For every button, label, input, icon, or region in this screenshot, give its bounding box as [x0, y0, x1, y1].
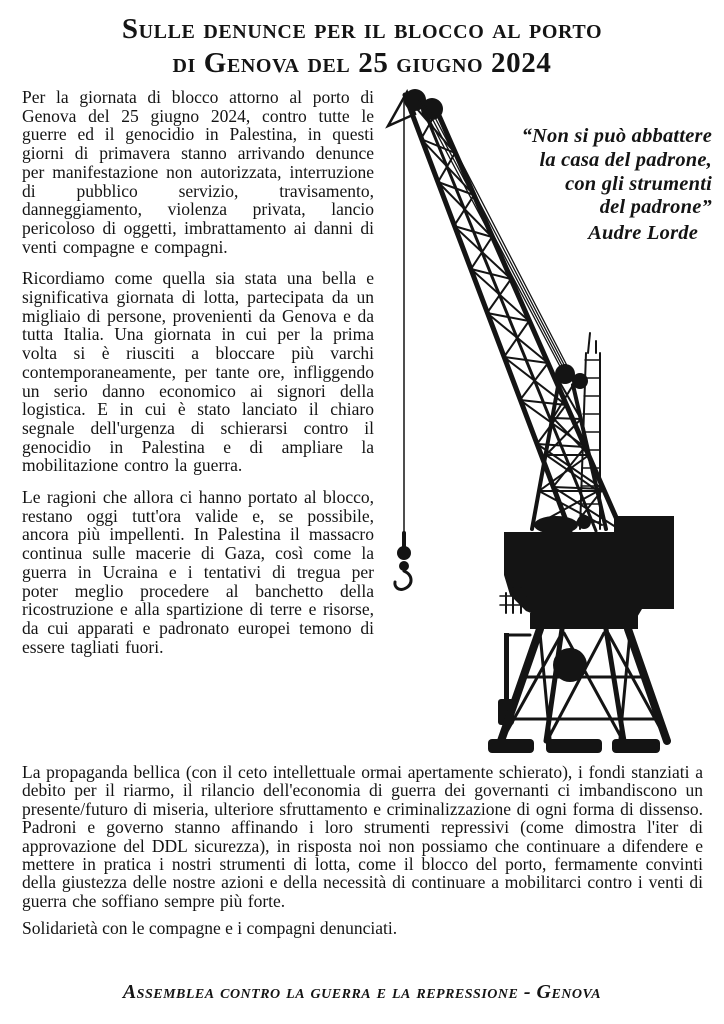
page-title-line1: Sulle denunce per il blocco al porto — [121, 13, 603, 45]
bottom-text-section — [22, 763, 703, 957]
page-title-line2: di Genova del 25 giugno 2024 — [172, 47, 552, 80]
quote-attribution: Audre Lorde — [588, 222, 698, 245]
quote-line: la casa del padrone, — [539, 148, 712, 171]
left-text-column — [22, 88, 374, 762]
crane-trestle-base — [488, 629, 667, 753]
quote-line: con gli strumenti — [565, 172, 712, 195]
quote-line: “Non si può abbattere — [521, 125, 712, 147]
quote-line: del padrone” — [599, 196, 712, 219]
paragraph-denunce: Per la giornata di blocco attorno al porto di Genova del 25 giugno 2024, contro tutte le guerre ed il genocidio in Palestina, in questi giorni di primavera stanno arrivando denunce per manifestazione non autorizzata, interruzione di pubblico servizio, travisamento, danneggiamento, violenza privata, lancio pericoloso di oggetti, imbrattamento ai danni di venti compagne e compagni. — [22, 88, 374, 257]
signature-footer: Assemblea contro la guerra e la repressione - Genova — [122, 981, 602, 1003]
solidarity-statement: Solidarietà con le compagne e i compagni denunciati. — [22, 918, 398, 939]
paragraph-le-ragioni: Le ragioni che allora ci hanno portato al blocco, restano oggi tutt'ora valide e, se possibile, ancora più impellenti. In Palestina il massacro continua sulle macerie di Gaza, così come la guerra in Ucraina e i tentativi di tregua per poter meglio procedere al banchetto della ricostruzione e alla spartizione di terre e risorse, da cui apparati e padronato europei temono di essere tagliati fuori. — [22, 487, 374, 657]
port-crane-illustration — [374, 85, 724, 765]
crane-hook — [395, 101, 411, 589]
paragraph-giornata-di-lotta: Ricordiamo come quella sia stata una bella e significativa giornata di lotta, partecipata da un migliaio di persone, provenienti da Genova e da tutta Italia. Una giornata in cui per la prima volta si è riusciti a bloccare più varchi contemporaneamente, per tante ore, infliggendo un serio danno economico ai signori della logistica. E in cui è stato lanciato il chiaro segnale dell'urgenza di schierarsi contro il genocidio in Palestina e di ampliare la mobilitazione contro la guerra. — [22, 268, 374, 476]
crane-machinery-house — [504, 515, 674, 629]
paragraph-propaganda-bellica: La propaganda bellica (con il ceto intellettuale ormai apertamente schierato), i fondi stanziati a debito per il riarmo, il rilancio dell'economia di guerra dei governanti ci imbandiscono un presente/futuro di miseria, ulteriore sfruttamento e criminalizzazione di ogni forma di dissenso. Padroni e governo stanno affinando i loro strumenti repressivi (come dimostra l'iter di approvazione del DDL sicurezza), in risposta noi non possiamo che continuare a difendere e mettere in pratica i nostri strumenti di lotta, come il blocco del porto, fermamente convinti della giustezza delle nostre azioni e della necessità di continuare a mobilitarci contro i venti di guerra che soffiano sempre più forte. — [22, 762, 703, 911]
page-title — [0, 0, 724, 80]
